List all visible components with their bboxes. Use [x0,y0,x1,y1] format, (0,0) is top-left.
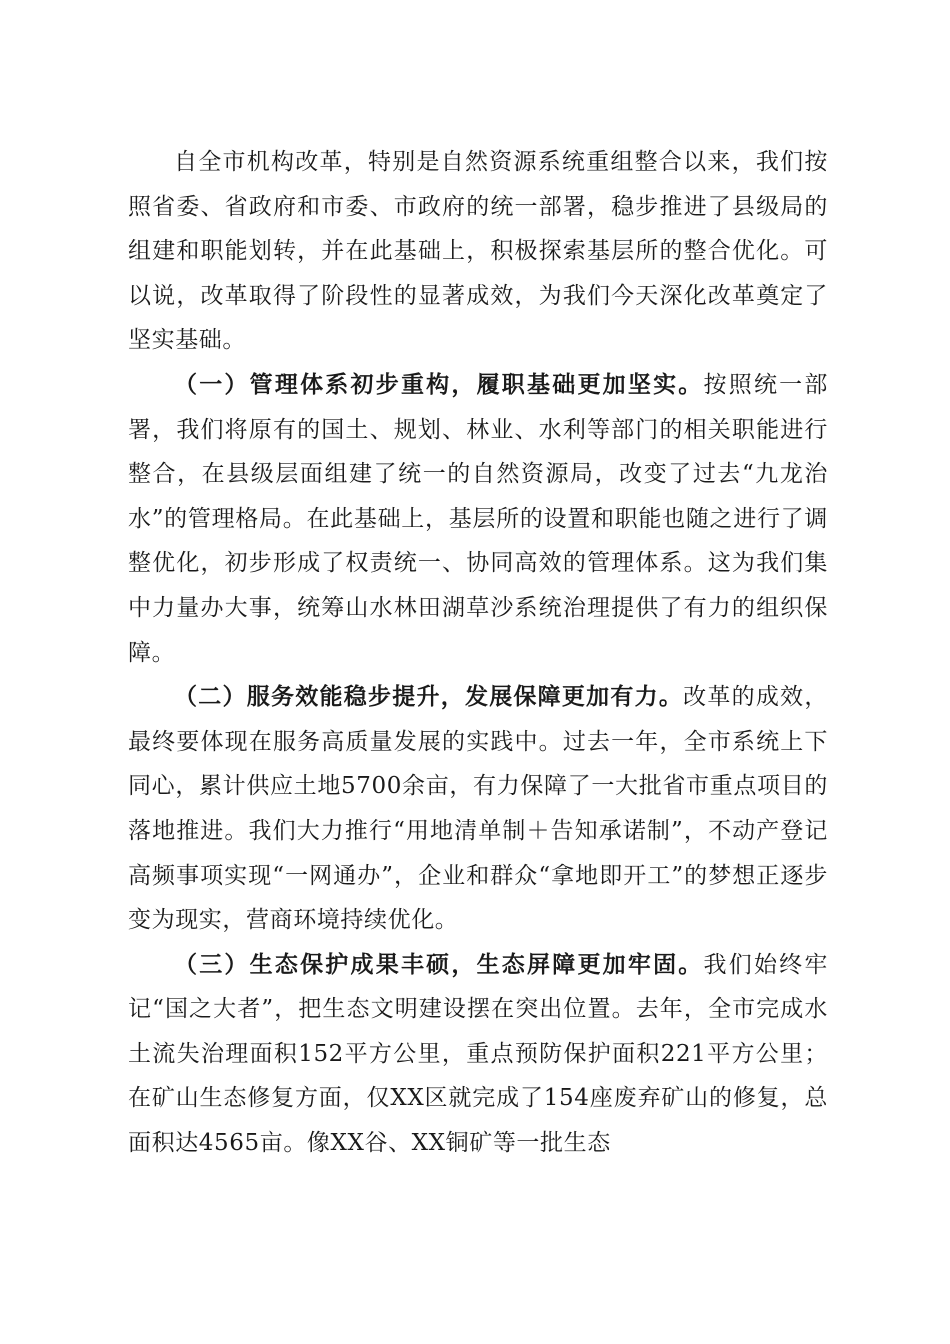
document-body [128,140,828,1166]
paragraph-text: 按照统一部署，我们将原有的国土、规划、林业、水利等部门的相关职能进行整合，在县级层面组建了统一的自然资源局，改变了过去“九龙治水”的管理格局。在此基础上，基层所的设置和职能也随之进行了调整优化，初步形成了权责统一、协同高效的管理体系。这为我们集中力量办大事，统筹山水林田湖草沙系统治理提供了有力的组织保障。 [128,371,828,666]
paragraph-text: 改革的成效，最终要体现在服务高质量发展的实践中。过去一年，全市系统上下同心，累计供应土地5700余亩，有力保障了一大批省市重点项目的落地推进。我们大力推行“用地清单制＋告知承诺制”，不动产登记高频事项实现“一网通办”，企业和群众“拿地即开工”的梦想正逐步变为现实，营商环境持续优化。 [128,684,828,934]
paragraph-intro [128,140,828,363]
paragraph-heading: （一）管理体系初步重构，履职基础更加坚实。 [174,370,704,398]
paragraph-heading: （三）生态保护成果丰硕，生态屏障更加牢固。 [174,950,704,978]
paragraph-text: 自全市机构改革，特别是自然资源系统重组整合以来，我们按照省委、省政府和市委、市政府的统一部署，稳步推进了县级局的组建和职能划转，并在此基础上，积极探索基层所的整合优化。可以说，改革取得了阶段性的显著成效，为我们今天深化改革奠定了坚实基础。 [128,149,828,354]
paragraph-service-efficiency [128,675,828,943]
paragraph-ecological-protection [128,943,828,1166]
paragraph-text: 我们始终牢记“国之大者”，把生态文明建设摆在突出位置。去年，全市完成水土流失治理面积152平方公里，重点预防保护面积221平方公里；在矿山生态修复方面，仅XX区就完成了154座废弃矿山的修复，总面积达4565亩。像XX谷、XX铜矿等一批生态 [128,951,828,1157]
paragraph-heading: （二）服务效能稳步提升，发展保障更加有力。 [174,683,684,711]
paragraph-management-system [128,363,828,675]
